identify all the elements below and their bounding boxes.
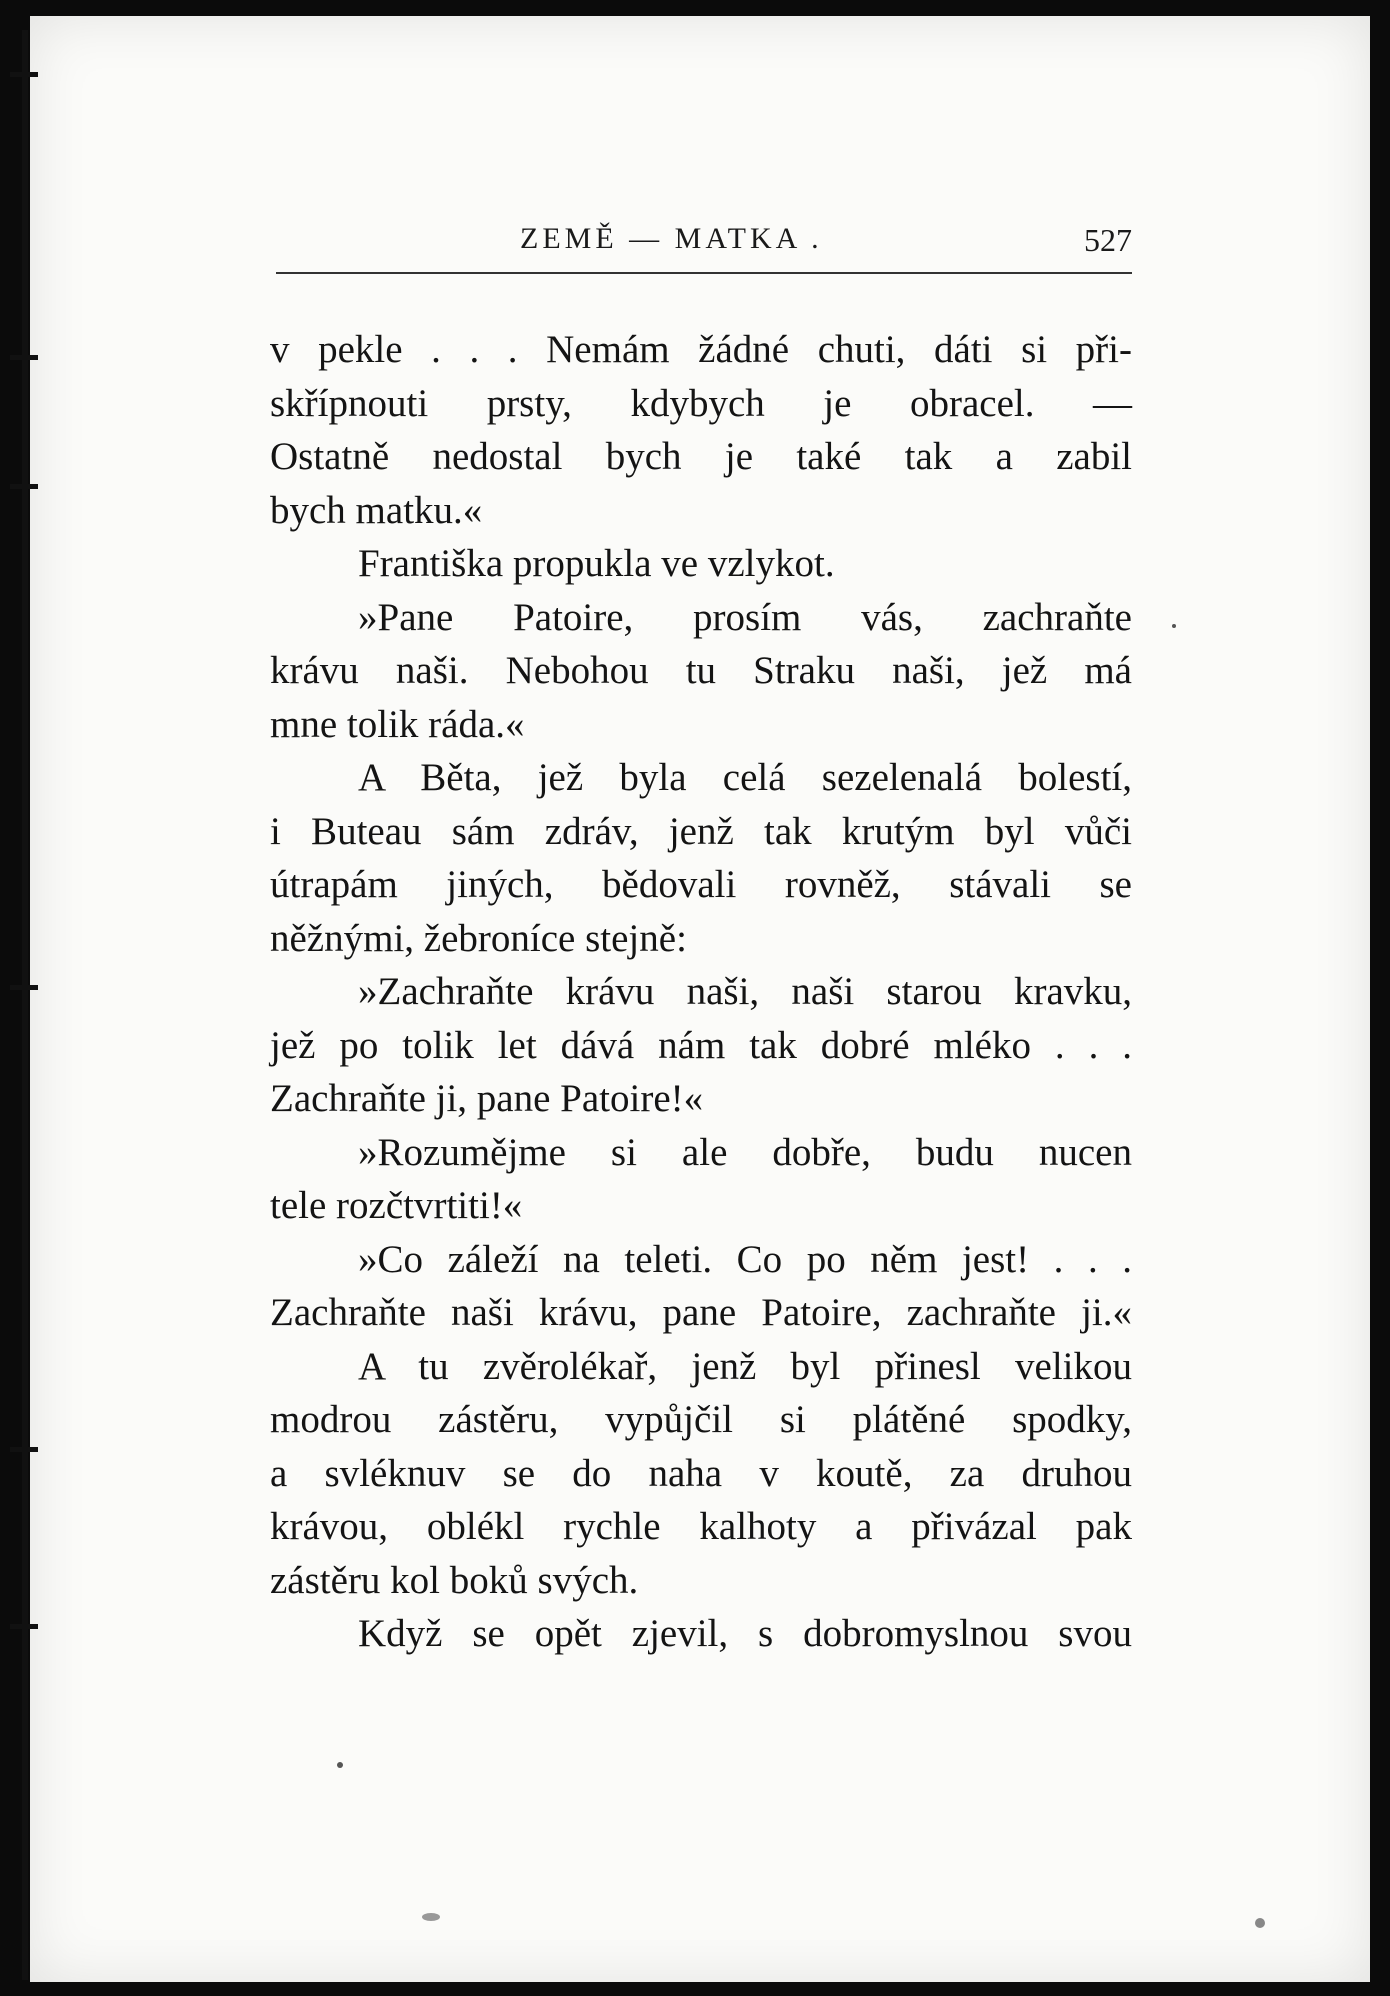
text-line: modrou zástěru, vypůjčil si plátěné spodky, — [270, 1398, 1132, 1441]
binding-mark — [10, 72, 38, 77]
page-header — [276, 218, 1132, 268]
text-line: bych matku.« — [270, 488, 483, 532]
paper-speck — [1172, 624, 1176, 628]
text-line: tele rozčtvrtiti!« — [270, 1184, 523, 1227]
text-line: Když se opět zjevil, s dobromyslnou svou — [358, 1612, 1132, 1655]
binding-mark — [10, 985, 38, 990]
binding-mark — [10, 1447, 38, 1452]
running-title: ZEMĚ — MATKA . — [520, 222, 823, 255]
text-line: krávou, oblékl rychle kalhoty a přivázal pak — [270, 1505, 1132, 1548]
text-line: i Buteau sám zdráv, jenž tak krutým byl vůči — [270, 809, 1132, 853]
paper-speck — [1255, 1918, 1265, 1928]
text-line: Ostatně nedostal bych je také tak a zabil — [270, 435, 1132, 478]
text-line: krávu naši. Nebohou tu Straku naši, jež má — [270, 649, 1132, 692]
text-line: něžnými, žebroníce stejně: — [270, 916, 687, 960]
text-line: A tu zvěrolékař, jenž byl přinesl velikou — [358, 1344, 1132, 1388]
page-number: 527 — [1084, 222, 1132, 258]
text-line: Františka propukla ve vzlykot. — [358, 542, 835, 585]
binding-edge — [22, 30, 28, 1980]
text-line: »Co záleží na teleti. Co po něm jest! . . . — [358, 1237, 1132, 1281]
text-line: v pekle . . . Nemám žádné chuti, dáti si při- — [270, 328, 1132, 371]
binding-mark — [10, 484, 38, 489]
text-line: jež po tolik let dává nám tak dobré mléko . . . — [270, 1023, 1132, 1067]
text-line: a svléknuv se do naha v koutě, za druhou — [270, 1451, 1132, 1495]
text-line: »Pane Patoire, prosím vás, zachraňte — [358, 595, 1132, 639]
text-line: útrapám jiných, bědovali rovněž, stávali se — [270, 863, 1132, 906]
text-line: »Zachraňte krávu naši, naši starou kravku, — [358, 970, 1132, 1013]
paper-speck — [422, 1913, 440, 1921]
text-line: mne tolik ráda.« — [270, 702, 525, 746]
text-line: A Běta, jež byla celá sezelenalá bolestí, — [358, 756, 1132, 799]
binding-mark — [10, 1624, 38, 1629]
text-line: zástěru kol boků svých. — [270, 1558, 639, 1602]
header-rule — [276, 272, 1132, 274]
binding-mark — [10, 355, 38, 360]
text-line: Zachraňte ji, pane Patoire!« — [270, 1077, 704, 1120]
text-line: skřípnouti prsty, kdybych je obracel. — — [270, 381, 1132, 425]
body-text — [270, 323, 1132, 1661]
text-line: Zachraňte naši krávu, pane Patoire, zachraňte ji.« — [270, 1291, 1132, 1334]
paper-speck — [337, 1762, 343, 1768]
text-line: »Rozumějme si ale dobře, budu nucen — [358, 1130, 1132, 1174]
